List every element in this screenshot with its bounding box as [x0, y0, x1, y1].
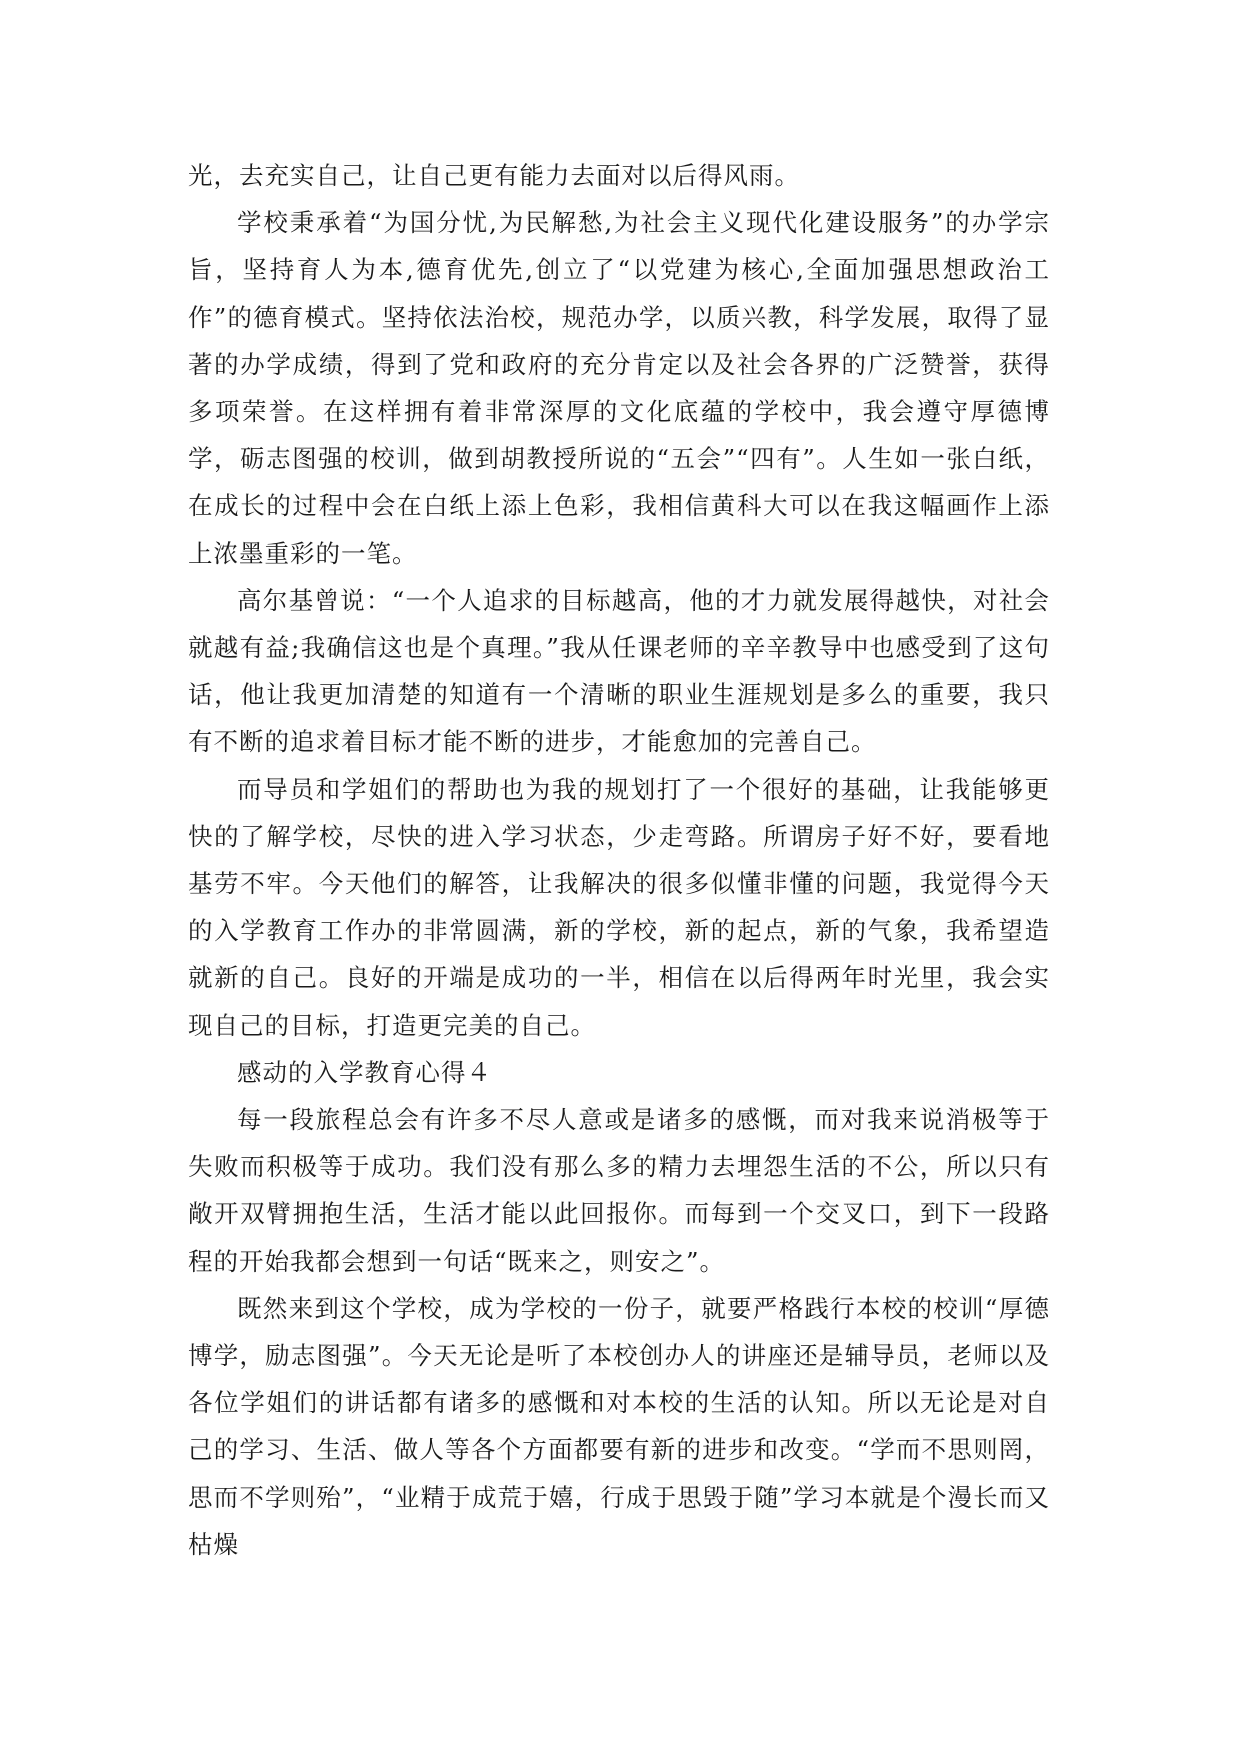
- paragraph-school-member: 既然来到这个学校，成为学校的一份子，就要严格践行本校的校训“厚德博学，励志图强”。今天无论是听了本校创办人的讲座还是辅导员，老师以及各位学姐们的讲话都有诸多的感慨和对本校的生活的认知。所以无论是对自己的学习、生活、做人等各个方面都要有新的进步和改变。“学而不思则罔，思而不学则殆”，“业精于成荒于嬉，行成于思毁于随”学习本就是个漫长而又枯燥: [188, 1293, 1050, 1559]
- paragraph-school-motto: 学校秉承着“为国分忧,为民解愁,为社会主义现代化建设服务”的办学宗旨，坚持育人为本,德育优先,创立了“以党建为核心,全面加强思想政治工作”的德育模式。坚持依法治校，规范办学，以质兴教，科学发展，取得了显著的办学成绩，得到了党和政府的充分肯定以及社会各界的广泛赞誉，获得多项荣誉。在这样拥有着非常深厚的文化底蕴的学校中，我会遵守厚德博学，砺志图强的校训，做到胡教授所说的“五会”“四有”。人生如一张白纸，在成长的过程中会在白纸上添上色彩，我相信黄科大可以在我这幅画作上添上浓墨重彩的一笔。: [188, 208, 1050, 568]
- paragraph-advisor-help: 而导员和学姐们的帮助也为我的规划打了一个很好的基础，让我能够更快的了解学校，尽快的进入学习状态，少走弯路。所谓房子好不好，要看地基劳不牢。今天他们的解答，让我解决的很多似懂非懂的问题，我觉得今天的入学教育工作办的非常圆满，新的学校，新的起点，新的气象，我希望造就新的自己。良好的开端是成功的一半，相信在以后得两年时光里，我会实现自己的目标，打造更完美的自己。: [188, 774, 1050, 1040]
- paragraph-continuation: 光，去充实自己，让自己更有能力去面对以后得风雨。: [188, 161, 800, 190]
- document-body: [188, 152, 1050, 1568]
- paragraph-gorky-quote: 高尔基曾说：“一个人追求的目标越高，他的才力就发展得越快，对社会就越有益;我确信这也是个真理。”我从任课老师的辛辛教导中也感受到了这句话，他让我更加清楚的知道有一个清晰的职业生涯规划是多么的重要，我只有不断的追求着目标才能不断的进步，才能愈加的完善自己。: [188, 585, 1050, 757]
- section-heading: 感动的入学教育心得４: [237, 1057, 492, 1087]
- paragraph-journey: 每一段旅程总会有许多不尽人意或是诸多的感慨，而对我来说消极等于失败而积极等于成功。我们没有那么多的精力去埋怨生活的不公，所以只有敞开双臂拥抱生活，生活才能以此回报你。而每到一个交叉口，到下一段路程的开始我都会想到一句话“既来之，则安之”。: [188, 1105, 1050, 1276]
